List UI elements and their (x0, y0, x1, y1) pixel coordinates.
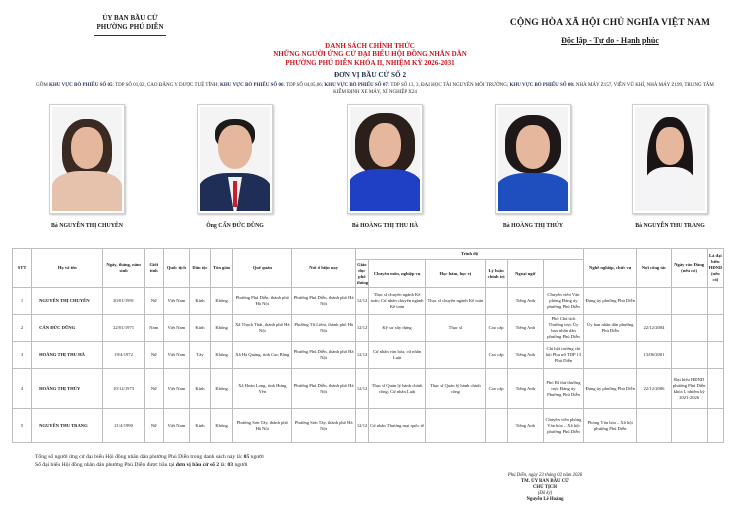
cell-ethnicity: Kinh (189, 369, 210, 409)
cell-dob: 20/01/1991 (103, 288, 144, 315)
title-line-1: DANH SÁCH CHÍNH THỨC (325, 42, 415, 50)
area-07-label: KHU VỰC BỎ PHIẾU SỐ 07 (324, 83, 388, 88)
candidate-portrait (200, 107, 270, 211)
cell-political: Cao cấp (485, 315, 507, 342)
cell-language: Tiếng Anh (507, 409, 543, 443)
cell-hometown: Phường Phú Diễn, thành phố Hà Nội (233, 288, 292, 315)
cell-hometown: Xã Thạch Thất, thành phố Hà Nội (233, 315, 292, 342)
col-header-stt: STT (13, 249, 32, 288)
candidate-portrait (635, 107, 705, 211)
candidate-totals (35, 454, 264, 469)
cell-stt: 5 (13, 409, 32, 443)
candidate-caption: Bà NGUYỄN THU TRANG (635, 223, 705, 229)
cell-specialty: Kỹ sư xây dựng (368, 315, 425, 342)
cell-stt: 1 (13, 288, 32, 315)
cell-degree: Thạc sĩ (426, 315, 485, 342)
cell-hdnd-delegate (671, 288, 707, 315)
signing-role: CHỦ TỊCH (532, 485, 558, 490)
desc-prefix: GỒM (36, 83, 50, 88)
col-header-party-date: Ngày vào Đảng (nếu có) (671, 249, 707, 288)
table-row (13, 369, 724, 409)
cell-ethnicity: Kinh (189, 315, 210, 342)
area-06-label: KHU VỰC BỎ PHIẾU SỐ 06 (220, 83, 284, 88)
cell-dob: 19/4/1972 (103, 342, 144, 369)
cell-gender: Nữ (144, 342, 163, 369)
signed-note: (Đã ký) (537, 491, 553, 496)
col-header-gender: Giới tính (144, 249, 163, 288)
cell-occupation: Chuyên viên phòng Văn hóa – Xã hội phường Phú Diễn (543, 409, 583, 443)
col-header-spacer (543, 260, 583, 288)
cell-nationality: Việt Nam (163, 288, 189, 315)
cell-general-edu: 12/12 (355, 315, 368, 342)
cell-ethnicity: Kinh (189, 288, 210, 315)
cell-party-date: 22/12/2004 (637, 315, 671, 342)
cell-general-edu: 12/12 (355, 288, 368, 315)
seats-line (35, 462, 264, 470)
area-05-text: : TDP SỐ 01,02, CAO ĐẲNG Y DƯỢC TUỆ TĨNH; (112, 83, 221, 88)
col-header-name: Họ và tên (32, 249, 103, 288)
cell-hometown: Xã Hà Quảng, tỉnh Cao Bằng (233, 342, 292, 369)
seats-unit: đơn vị bầu cử số 2 (175, 461, 220, 468)
cell-political (485, 409, 507, 443)
national-motto: Độc lập - Tự do - Hạnh phúc (561, 36, 659, 45)
cell-gender: Nữ (144, 369, 163, 409)
polling-areas-description (30, 83, 720, 96)
cell-notes (707, 369, 723, 409)
cell-nationality: Việt Nam (163, 409, 189, 443)
col-header-language: Ngoại ngữ (507, 260, 543, 288)
authority-underline (94, 35, 166, 36)
cell-nationality: Việt Nam (163, 315, 189, 342)
cell-occupation: Chi hội trưởng chi hội Phụ nữ TDP 13 Phú Diễn (543, 342, 583, 369)
candidate-photo-card (37, 104, 137, 229)
signature-block (465, 473, 625, 503)
cell-notes (707, 342, 723, 369)
area-05-label: KHU VỰC BỎ PHIẾU SỐ 05 (49, 83, 113, 88)
cell-residence: Phường Sơn Tây, thành phố Hà Nội (292, 409, 355, 443)
cell-hdnd-delegate: Đại biểu HĐND phường Phú Diễn khóa I, nhiệm kỳ 2021-2026 (671, 369, 707, 409)
cell-specialty: Cử nhân Thương mại quốc tế (368, 409, 425, 443)
cell-degree: Thạc sĩ chuyên ngành Kế toán (426, 288, 485, 315)
col-header-workplace: Nơi công tác (637, 249, 671, 288)
cell-hdnd-delegate (671, 342, 707, 369)
photo-frame (49, 104, 125, 214)
cell-residence: Phường Phú Diễn, thành phố Hà Nội (292, 342, 355, 369)
cell-degree (426, 409, 485, 443)
seats-text: Số đại biểu Hội đồng nhân dân phường Phú Diễn được bầu tại (35, 461, 176, 468)
cell-name: HOÀNG THỊ THÚY (32, 369, 103, 409)
cell-stt: 2 (13, 315, 32, 342)
col-header-hdnd-delegate: Là đại biểu HĐND (nếu có) (707, 249, 723, 288)
candidate-caption: Bà HOÀNG THỊ THÚY (502, 223, 564, 229)
cell-ethnicity: Tày (189, 342, 210, 369)
signer-name: Nguyễn Lê Hoàng (526, 497, 564, 502)
cell-language: Tiếng Anh (507, 288, 543, 315)
cell-occupation: Phó Chủ tịch Thường trực Ủy ban nhân dân phường Phú Diễn (543, 315, 583, 342)
cell-notes (707, 315, 723, 342)
col-header-religion: Tôn giáo (211, 249, 233, 288)
cell-stt: 4 (13, 369, 32, 409)
cell-political: Cao cấp (485, 369, 507, 409)
candidate-caption: Bà HOÀNG THỊ THU HÀ (351, 223, 419, 229)
col-header-general-edu: Giáo dục phổ thông (355, 260, 368, 288)
cell-workplace: Đảng ủy phường Phú Diễn (584, 369, 637, 409)
cell-language: Tiếng Anh (507, 369, 543, 409)
cell-name: NGUYỄN THU TRANG (32, 409, 103, 443)
cell-hdnd-delegate (671, 315, 707, 342)
col-header-hometown: Quê quán (233, 249, 292, 288)
cell-general-edu: 12/12 (355, 369, 368, 409)
candidate-photo-card (620, 104, 720, 229)
col-header-dob: Ngày, tháng, năm sinh (103, 249, 144, 288)
area-08-text: NHÀ MÁY Z157, VIỄN VŨ KHÍ, NHÀ MÁY Z199, TRUNG TÂM KIỂM ĐỊNH XE MÁY, XÍ NGHIỆP X24 (333, 83, 714, 95)
cell-residence: Phường Phú Diễn, thành phố Hà Nội (292, 369, 355, 409)
cell-religion: Không (211, 409, 233, 443)
national-header (500, 18, 720, 45)
cell-residence: Phường Phú Diễn, thành phố Hà Nội (292, 288, 355, 315)
cell-political (485, 288, 507, 315)
candidates-table (12, 248, 724, 443)
candidate-caption: Bà NGUYỄN THỊ CHUYÊN (51, 223, 123, 229)
cell-general-edu: 12/12 (355, 409, 368, 443)
candidate-portrait (350, 107, 420, 211)
cell-party-date (637, 409, 671, 443)
cell-language: Tiếng Anh (507, 342, 543, 369)
cell-name: CẤN ĐỨC DŨNG (32, 315, 103, 342)
cell-residence: Phường Từ Liêm, thành phố Hà Nội (292, 315, 355, 342)
cell-hdnd-delegate (671, 409, 707, 443)
cell-general-edu: 12/12 (355, 342, 368, 369)
candidate-portrait (52, 107, 122, 211)
authority-line-2: PHƯỜNG PHÚ DIỄN (96, 23, 164, 31)
cell-religion: Không (211, 342, 233, 369)
cell-degree: Thạc sĩ Quản lý hành chính công (426, 369, 485, 409)
electoral-unit: ĐƠN VỊ BẦU CỬ SỐ 2 (333, 70, 407, 79)
cell-notes (707, 288, 723, 315)
candidate-photos (0, 104, 740, 236)
col-header-occupation: Nghề nghiệp, chức vụ (584, 249, 637, 288)
total-candidates-text: Tổng số người ứng cử đại biểu Hội đồng nhân dân phường Phú Diễn trong danh sách này là: (35, 454, 244, 460)
seats-mid: là: (219, 461, 228, 468)
col-header-political: Lý luận chính trị (485, 260, 507, 288)
cell-political: Cao cấp (485, 342, 507, 369)
cell-name: NGUYỄN THỊ CHUYÊN (32, 288, 103, 315)
cell-party-date (637, 288, 671, 315)
area-07-text: : TDP SỐ 13, 3, ĐẠI HỌC TÀI NGUYÊN MÔI TRƯỜNG; (387, 83, 510, 88)
photo-frame (495, 104, 571, 214)
total-candidates-line (35, 454, 264, 462)
cell-specialty: Cử nhân văn hóa, cử nhân Luật (368, 342, 425, 369)
photo-frame (632, 104, 708, 214)
candidate-photo-card (483, 104, 583, 229)
cell-party-date: 22/12/2006 (637, 369, 671, 409)
issuing-authority (80, 14, 180, 36)
total-candidates-count: 05 (243, 454, 250, 460)
cell-workplace: Ủy ban nhân dân phường Phú Diễn (584, 315, 637, 342)
candidate-photo-card (185, 104, 285, 229)
table-row (13, 342, 724, 369)
photo-frame (347, 104, 423, 214)
document-title (180, 42, 560, 79)
cell-workplace: Phòng Văn hóa – Xã hội phường Phú Diễn (584, 409, 637, 443)
cell-notes (707, 409, 723, 443)
col-header-residence: Nơi ở hiện nay (292, 249, 355, 288)
cell-workplace (584, 342, 637, 369)
total-candidates-suffix: người (249, 454, 264, 460)
authority-line-1: ỦY BAN BẦU CỬ (102, 14, 158, 22)
place-date: Phú Diễn, ngày 23 tháng 02 năm 2026 (507, 473, 583, 478)
cell-religion: Không (211, 369, 233, 409)
cell-name: HOÀNG THỊ THU HÀ (32, 342, 103, 369)
cell-dob: 10/12/1973 (103, 369, 144, 409)
cell-gender: Nữ (144, 288, 163, 315)
nation-name: CỘNG HÒA XÃ HỘI CHỦ NGHĨA VIỆT NAM (509, 18, 711, 28)
col-header-education-group: Trình độ (355, 249, 583, 260)
cell-gender: Nam (144, 315, 163, 342)
cell-nationality: Việt Nam (163, 369, 189, 409)
cell-nationality: Việt Nam (163, 342, 189, 369)
cell-religion: Không (211, 288, 233, 315)
cell-workplace: Đảng ủy phường Phú Diễn (584, 288, 637, 315)
title-line-3: PHƯỜNG PHÚ DIỄN KHÓA II, NHIỆM KỲ 2026-2031 (285, 58, 455, 67)
cell-party-date: 13/06/2001 (637, 342, 671, 369)
cell-dob: 22/01/1971 (103, 315, 144, 342)
cell-specialty: Thạc sĩ chuyên ngành Kế toán; Cử nhân chuyên ngành Kế toán (368, 288, 425, 315)
cell-stt: 3 (13, 342, 32, 369)
area-08-label: KHU VỰC BỎ PHIẾU SỐ 08: (509, 83, 575, 88)
cell-hometown: Xã Hoàn Long, tỉnh Hưng Yên (233, 369, 292, 409)
cell-dob: 21/4/1990 (103, 409, 144, 443)
signing-org: TM. ỦY BAN BẦU CỬ (520, 479, 569, 484)
candidate-photo-card (335, 104, 435, 229)
col-header-degree: Học hàm, học vị (426, 260, 485, 288)
cell-occupation: Chuyên viên Văn phòng Đảng ủy phường Phú Diễn (543, 288, 583, 315)
table-row (13, 409, 724, 443)
candidate-portrait (498, 107, 568, 211)
seats-suffix: người (233, 461, 248, 468)
cell-gender: Nữ (144, 409, 163, 443)
table-row (13, 315, 724, 342)
cell-hometown: Phường Sơn Tây, thành phố Hà Nội (233, 409, 292, 443)
cell-specialty: Thạc sĩ Quản lý hành chính công; Cử nhân Luật (368, 369, 425, 409)
candidate-caption: Ông CẤN ĐỨC DŨNG (206, 223, 264, 229)
cell-ethnicity: Kinh (189, 409, 210, 443)
cell-degree (426, 342, 485, 369)
photo-frame (197, 104, 273, 214)
table-row (13, 288, 724, 315)
cell-religion: Không (211, 315, 233, 342)
col-header-nationality: Quốc tịch (163, 249, 189, 288)
col-header-ethnicity: Dân tộc (189, 249, 210, 288)
cell-occupation: Phó Bí thư thường trực Đảng ủy Phường Phú Diễn (543, 369, 583, 409)
seats-count: 03 (227, 461, 234, 468)
area-06-text: : TDP SỐ 04,05,06; (283, 83, 325, 88)
title-line-2: NHỮNG NGƯỜI ỨNG CỬ ĐẠI BIỂU HỘI ĐỒNG NHÂN DÂN (273, 50, 467, 59)
col-header-specialty: Chuyên môn, nghiệp vụ (368, 260, 425, 288)
cell-language: Tiếng Anh (507, 315, 543, 342)
